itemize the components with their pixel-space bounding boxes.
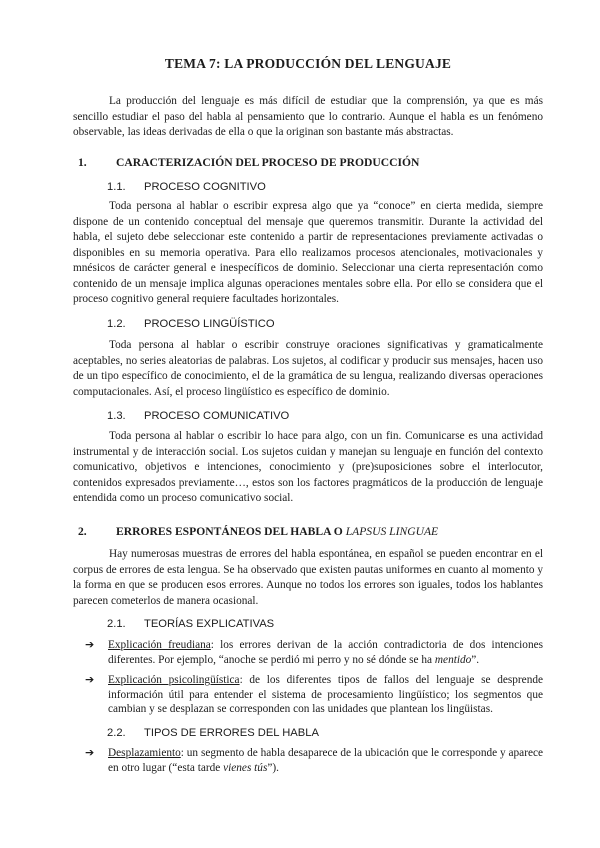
section-title: ERRORES ESPONTÁNEOS DEL HABLA O: [116, 525, 346, 538]
arrow-bullet-icon: ➔: [85, 673, 95, 686]
subsection-2-1-heading: [107, 618, 274, 630]
subsection-title: PROCESO COMUNICATIVO: [144, 410, 290, 422]
section-title: CARACTERIZACIÓN DEL PROCESO DE PRODUCCIÓN: [116, 156, 420, 169]
subsection-1-3-heading: [107, 410, 289, 422]
bullet-item: [85, 673, 543, 717]
section-number: 2.: [78, 525, 87, 538]
subsection-number: 1.3.: [107, 410, 126, 422]
section-2-heading: [73, 525, 543, 538]
section-number: 1.: [78, 156, 87, 169]
subsection-title: PROCESO LINGÜÍSTICO: [144, 318, 275, 330]
bullet-text: Explicación freudiana: los errores derivan de la acción contradictoria de dos intenciones diferentes. Por ejemplo, “anoche se perdió mi perro y no sé dónde se ha mentido”.: [108, 639, 543, 666]
bullet-text: Explicación psicolingüística: de los diferentes tipos de fallos del lenguaje se desprende información útil para entender el sistema de procesamiento lingüístico; los segmentos que cambian y se desplazan se corresponden con las unidades que plantean los lingüistas.: [108, 674, 544, 715]
bullet-text: Desplazamiento: un segmento de habla desaparece de la ubicación que le corresponde y aparece en otro lugar (“esta tarde vienes tús”).: [108, 747, 543, 774]
subsection-1-2-paragraph: Toda persona al hablar o escribir construye oraciones significativas y gramaticalmente aceptables, no series aleatorias de palabras. Los sujetos, al codificar y producir sus mensajes, hacen uso de un tipo específico de conocimiento, el de la gramática de su lengua, realizando diversas operaciones computacionales. Así, el proceso lingüístico es específico de dominio.: [73, 339, 543, 398]
subsection-title: TIPOS DE ERRORES DEL HABLA: [144, 727, 319, 739]
bullet-term: Explicación freudiana: [108, 639, 211, 651]
section-1-heading: [73, 156, 543, 169]
section-title-italic: LAPSUS LINGUAE: [345, 525, 439, 538]
subsection-number: 2.2.: [107, 727, 126, 739]
arrow-bullet-icon: ➔: [85, 638, 95, 651]
bullet-item: [85, 638, 543, 667]
subsection-1-3-paragraph: Toda persona al hablar o escribir lo hace para algo, con un fin. Comunicarse es una actividad instrumental y de interacción social. Los sujetos cuidan y manejan su lenguaje en función del contexto comunicativo, objetivos e intenciones, conocimiento y (pre)suposiciones sobre el interlocutor, contenidos expresados previamente…, estos son los factores pragmáticos de la producción de lenguaje entendida como un proceso comunicativo social.: [73, 430, 543, 504]
bullet-item: [85, 746, 543, 775]
subsection-1-2-heading: [107, 318, 275, 330]
bullet-term: Explicación psicolingüística: [108, 674, 240, 686]
subsection-number: 1.2.: [107, 318, 126, 330]
subsection-number: 1.1.: [107, 181, 126, 193]
intro-paragraph: La producción del lenguaje es más difícil de estudiar que la comprensión, ya que es más sencillo estudiar el paso del habla al pensamiento que lo contrario. Aunque el habla es un fenómeno observable, las ideas derivadas de ella o que la originan son bastante más abstractas.: [73, 95, 543, 138]
section-2-paragraph: Hay numerosas muestras de errores del habla espontánea, en español se pueden encontrar en el corpus de errores de esta lengua. Se ha observado que existen pautas uniformes en cuanto al momento y la forma en que se producen esos errores. Aunque no todos los errores son iguales, todos los hablantes parecen cometerlos de manera ocasional.: [73, 548, 543, 607]
subsection-number: 2.1.: [107, 618, 126, 630]
subsection-1-1-paragraph: Toda persona al hablar o escribir expresa algo que ya “conoce” en cierta medida, siempre dispone de un contenido conceptual del mensaje que queremos transmitir. Durante la actividad del habla, el sujeto debe seleccionar este contenido a partir de representaciones previamente activadas o disponibles en su memoria operativa. Para ello realizamos procesos atencionales, motivacionales y mnésicos de carácter general e inespecíficos de dominio. Seleccionar una cierta representación como contenido de un mensaje implica algunas operaciones mentales sobre ella. Por ello se considera que el proceso cognitivo general requiere facultades horizontales.: [73, 200, 543, 305]
bullet-term: Desplazamiento: [108, 747, 181, 759]
subsection-1-1-heading: [107, 181, 266, 193]
subsection-title: PROCESO COGNITIVO: [144, 181, 266, 193]
document-title: TEMA 7: LA PRODUCCIÓN DEL LENGUAJE: [164, 56, 452, 71]
subsection-2-2-heading: [107, 727, 319, 739]
subsection-title: TEORÍAS EXPLICATIVAS: [144, 618, 275, 630]
arrow-bullet-icon: ➔: [85, 746, 95, 759]
